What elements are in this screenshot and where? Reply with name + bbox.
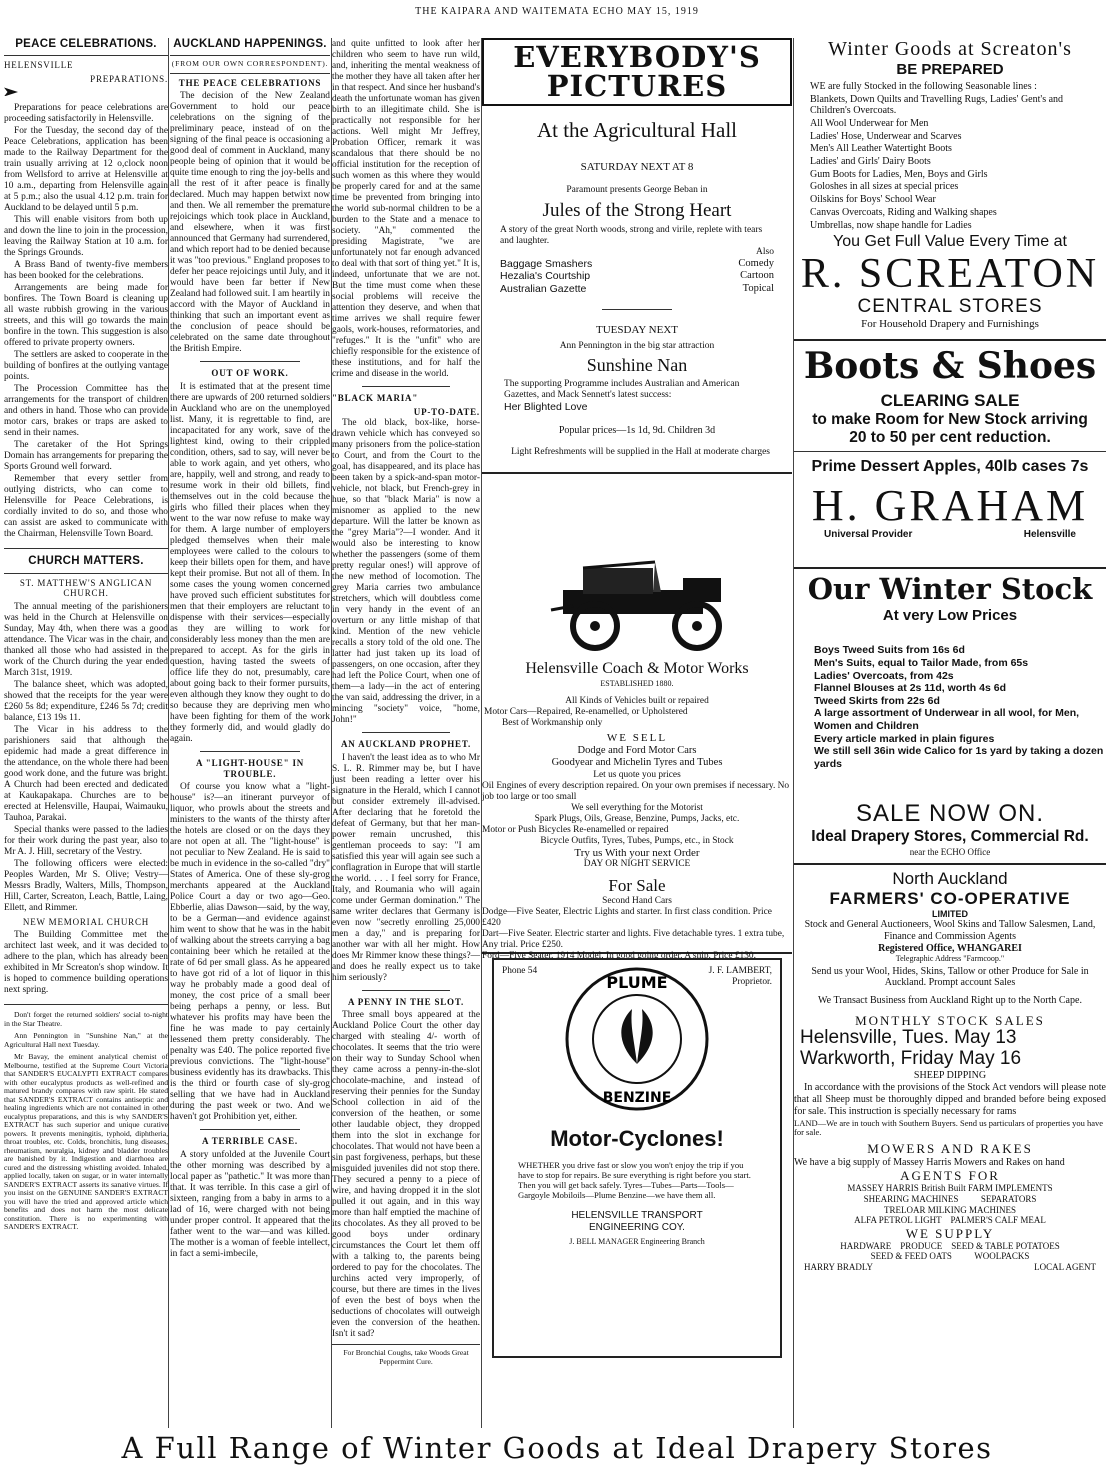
ad-line: We have a big supply of Massey Harris Mowers and Rakes on hand [794, 1156, 1065, 1168]
for-sale: For Sale [608, 876, 666, 896]
paragraph: and quite unfitted to look after her children who seem to have run wild, and, inheriting the mental weakness of the mother they have all taken after her in that respect. And since her husband's death the unfortunate woman has given birth to an illegitimate child. She is practically not responsible for her actions. Well might Mr Jeffrey, Probation Officer, remark it was scandalous that there should be no official institution for the reception of such women as this where they would be properly cared for and at the same time be prevented from bringing into the world sub-normal children to be a burden to the State and a menace to society. "Ah," commented the presiding Magistrate, "we are unfortunately not far enough advanced to deal with that sort of thing yet." It is, indeed, unfortunate that we are not. But the time must come when these social problems will receive the attention they deserve, and when that time arrives we shall require fewer gaols, work-houses, reformatories, and "refuges." It is the "unfit" who are chiefly responsible for the existence of these institutions, and for half the crime and disease in the world. [332, 39, 480, 379]
paragraph: The Building Committee met the architect last week, and it was decided to adhere to the plan, which has already been exhibited in Mr Screaton's shop window. It is hoped to commence building operations next spring. [4, 930, 168, 996]
dipping-title: SHEEP DIPPING [913, 1069, 987, 1081]
paragraph: Three small boys appeared at the Auckland Police Court the other day charged with stealing 4/- worth of chocolates. It seems that the trio were on their way to Sunday School when they came across a penny-in-the-slot chocolate-machine, and instead of reserving their pennies for the Sunday School collection in aid of the conversion of the heathen, or some other laudable object, they dropped them into the slot in exchange for chocolates. That would not have been a sin past forgiveness, perhaps, but these misguided juveniles did not stop there. They secured a penny to a piece of wire, and having dropped it in the slot pulled it out again, and in this way more than half emptied the machine of its chocolates. As they all proved to be good boys under ordinary circumstances the Court let them off with a talking to, the parents being ordered to pay for the chocolates. The urchins acted very improperly, of course, but there are times in the lives of even the best of boys when the seductions of chocolates will outweigh even the conversion of the heathen. Isn't it sad? [332, 1010, 480, 1340]
everybodys-pictures-ad [482, 38, 792, 468]
stock-item: Every article marked in plain figures [814, 732, 995, 745]
mowers-title: MOWERS AND RAKES [867, 1141, 1033, 1157]
feature-title: Sunshine Nan [586, 354, 688, 375]
store-name: H. GRAHAM [811, 481, 1089, 531]
feature-title: Jules of the Strong Heart [542, 199, 732, 221]
ad-line: Prime Dessert Apples, 40lb cases 7s [811, 458, 1089, 476]
peace-subhead: HELENSVILLE [4, 60, 74, 71]
paragraph: Special thanks were passed to the ladies for their work during the past year, also to Mr A. J. Hill, secretary of the Vestry. [4, 824, 168, 857]
peace-subhead: PREPARATIONS. [90, 73, 168, 84]
paragraph: The Vicar in his address to the parishioners said that although the epidemic had made a great difference in the attendance, on the whole there had been good work done, and the future was bright. A Church had been erected and dedicated at Kaukapakapa. Churches are to be erected at Helensville, Haupai, Waimauku, Tauhoa, Parakai. [4, 724, 168, 823]
ad-line: Ladies' and Girls' Dairy Boots [810, 156, 931, 168]
store-subtitle: CENTRAL STORES [857, 296, 1043, 317]
ad-line: We sell everything for the Motorist [571, 802, 703, 813]
town: Helensville [1023, 529, 1076, 541]
ad-title: FARMERS' CO-OPERATIVE [829, 888, 1071, 908]
section-title: A TERRIBLE CASE. [202, 1136, 298, 1147]
paragraph: For the Tuesday, the second day of the Peace Celebrations, application has been made to the Railway Department for the train usually arriving at 12 o,clock noon from Wellsford to arrive at Helensville at 10 a.m., departing from Helensville again at 5 p.m.; also the usual 4.12 p.m. train for Auckland to be delayed until 5 p.m. [4, 126, 168, 214]
car-listing: Dart—Five Seater. Electric starter and lights. Five detachable tyres. 1 extra tube, Any trial. Price £250. [482, 929, 785, 951]
company-name: ENGINEERING COY. [589, 1221, 685, 1233]
ad-line: SHEARING MACHINES SEPARATORS [863, 1194, 1037, 1204]
ad-line: Ladies' Hose, Underwear and Scarves [810, 130, 962, 142]
ad-line: All Wool Underwear for Men [810, 118, 929, 129]
ad-line: LAND—We are in touch with Southern Buyers. Send us particulars of properties you have for sale. [794, 1117, 1104, 1138]
bottom-banner: A Full Range of Winter Goods at Ideal Drapery Stores [121, 1431, 993, 1465]
ad-line: TRELOAR MILKING MACHINES [884, 1204, 1016, 1215]
pointing-hand-icon [4, 87, 168, 100]
ad-line: We Transact Business from Auckland Right up to the North Cape. [818, 995, 1082, 1007]
ad-line: Let us quote you prices [593, 769, 681, 780]
ad-line: Dodge and Ford Motor Cars [577, 744, 697, 756]
venue: At the Agricultural Hall [536, 118, 738, 142]
paragraph: In accordance with the provisions of the Stock Act vendors will please note that all Sheep must be thoroughly dipped and branded before being exposed for sale. This instruction is specially necessary for rams [794, 1082, 1106, 1117]
ad-line: Telegraphic Address "Farmcoop." [895, 954, 1005, 964]
star-line: Ann Pennington in the big star attraction [559, 340, 715, 351]
paragraph: The caretaker of the Hot Springs Domain has arrangements for preparing the Sports Ground well forward. [4, 440, 168, 473]
logo-text-bottom: BENZINE [602, 1090, 672, 1106]
ad-line: MASSEY HARRIS British Built FARM IMPLEMENTS [847, 1183, 1053, 1194]
supporting-programme: The supporting Programme includes Australian and American Gazettes, and Mack Sennett's latest success: [504, 378, 740, 401]
ad-line: DAY OR NIGHT SERVICE [583, 859, 691, 870]
screaton-ad [794, 38, 1106, 331]
stock-item: We still sell 36in wide Calico for 1s yard by taking a dozen yards [814, 745, 1104, 770]
presents-line: Paramount presents George Beban in [566, 185, 708, 196]
business-title: Helensville Coach & Motor Works [525, 660, 749, 677]
column-rule [168, 38, 169, 1428]
ad-line: Best of Workmanship only [502, 718, 603, 729]
column-4 [482, 38, 792, 1428]
section-title: THE PEACE CELEBRATIONS [178, 77, 322, 88]
ad-subtitle: CLEARING SALE [880, 391, 1020, 411]
ad-line: Blankets, Down Quilts and Travelling Rugs, Ladies' Gent's and Children's Overcoats. [810, 93, 1064, 117]
car-listing: Ford—Five Seater. 1914 Model. In good going order. A snip. Price £130. [482, 951, 756, 962]
motor-car-illustration [537, 544, 737, 654]
car-listing: Dodge—Five Seater, Electric Lights and starter. In first class condition. Price £420 [482, 907, 772, 929]
limited: LIMITED [932, 908, 968, 919]
ad-title: North Auckland [892, 869, 1008, 889]
notice: Don't forget the returned soldiers' social to-night in the Star Theatre. [4, 1010, 168, 1028]
column-5 [794, 38, 1106, 1428]
ad-title: Our Winter Stock [807, 571, 1093, 606]
ad-line: Registered Office, WHANGAREI [878, 942, 1022, 954]
sale-headline: SALE NOW ON. [855, 800, 1045, 828]
ad-line: ALFA PETROL LIGHT PALMER'S CALF MEAL [854, 1215, 1046, 1226]
paragraph: This will enable visitors from both up and down the line to join in the procession, leaving the Railway Station at 10 a.m. for the Springs Grounds. [4, 215, 168, 259]
showtime: SATURDAY NEXT AT 8 [580, 160, 694, 173]
ad-line: Umbrellas, now shape handle for Ladies [810, 219, 972, 231]
paragraph: I haven't the least idea as to who Mr S. L. R. Rimmer may be, but I have just been reading a letter over his signature in the Herald, which I cannot but consider extremely ill-advised. After declaring that he foretold the defeat of Germany, but that her man-power remain uncrushed, this gentleman proceeds to say: "I am satisfied this year will again see such a conflagration in Europe that will startle the world. . . . I feel sorry for France, Italy, and Roumania who will again come under German domination." The same writer declares that Germany is even now "secretly enrolling 25,000 men a day," and is preparing for another war with all her might. How does Mr Rimmer know these things?—and does he really expect us to take him seriously? [332, 752, 480, 983]
proprietor: Proprietor. [732, 977, 772, 988]
auckland-title: AUCKLAND HAPPENINGS. [173, 38, 327, 50]
paragraph: Remember that every settler from outlying districts, who can come to Helensville for Peace Celebrations, is cordially invited to do so, and those who can assist are asked to communicate with the Chairman, Helensville Town Board. [4, 474, 168, 540]
notice: Ann Pennington in "Sunshine Nan," at the Agricultural Hall next Tuesday. [4, 1031, 168, 1049]
supporting-list [482, 258, 792, 295]
winter-stock-ad [794, 573, 1106, 857]
also-label: Also [756, 246, 774, 257]
paragraph: The Procession Committee has the arrangements for the transport of children and others in hand. Those who can provide motor cars, brakes or traps are asked to send in their names. [4, 384, 168, 439]
ad-line: All Kinds of Vehicles built or repaired [565, 696, 709, 707]
paragraph: The annual meeting of the parishioners was held in the Church at Helensville on Sunday, May 4th, when there was a good attendance. The Vicar was in the chair, and thanked all those who had assisted in the work of the Church during the year ended March 31st, 1919. [4, 601, 168, 678]
owner: J. F. LAMBERT, [708, 966, 772, 977]
sales-title: MONTHLY STOCK SALES [855, 1012, 1045, 1028]
paragraph: It is estimated that at the present time there are upwards of 200 returned soldiers in Auckland who are on the unemployed list. Many, it is regrettable to find, are incapacitated for any work, save of the lightest kind, owing to their crippled condition, others, sad to say, will never be able to work again, and yet others, who are, happily, well and strong, and ready to resume work in their old billets, find themselves out in the cold because the girls who filled their places when they went to the war now refuse to make way for them. A large number of employers pledged themselves when their male employees were called to the colours to keep their billets open for them, and have kept their promise. But not all of them. In some cases the young women concerned have proved such efficient substitutes for men that their employers are reluctant to dispense with their services—especially as they are willing to work for considerably less money than the men are prepared to accept. As for the girls in question, having tasted the sweets of office life they do not, presumably, care about going back to their former pursuits, even although they know they ought to do so because they are depriving men who have been fighting for them of the work they formerly did, and would gladly do again. [170, 381, 330, 744]
masthead: THE KAIPARA AND WAITEMATA ECHO MAY 15, 1919 [415, 6, 699, 17]
section-title: UP-TO-DATE. [413, 406, 480, 417]
company-name: HELENSVILLE TRANSPORT [571, 1209, 703, 1221]
agent-label: LOCAL AGENT [1034, 1261, 1096, 1272]
plume-logo [562, 964, 712, 1114]
ad-title: Winter Goods at Screaton's [828, 38, 1072, 60]
paragraph: The decision of the New Zealand Government to hold our peace celebrations on the signing of the preliminary peace, instead of on the signing of the final peace is occasioning a good deal of comment in Auckland, many people being of opinion that it would be quite time enough to ring the joy-bells and all the rest of it after peace is finally declared. Much may happen betwixt now and then. We all remember the premature rejoicings which took place in Auckland, and elsewhere, when it was first announced that Germany had surrendered, and which report had to be denied because it was "too previous." England proposes to defer her peace rejoicings until July, and it would have been far better if New Zealand had followed suit. I am heartily in accord with the Mayor of Auckland in thinking that such an important event as the conclusion of peace should be celebrated on the same date throughout the British Empire. [170, 91, 330, 355]
ad-line: Spark Plugs, Oils, Grease, Benzine, Pumps, Jacks, etc. [534, 813, 740, 824]
ad-subtitle: BE PREPARED [896, 61, 1004, 79]
paragraph: Preparations for peace celebrations are proceeding satisfactorily in Helensville. [4, 103, 168, 125]
agents-title: AGENTS FOR [900, 1168, 1000, 1184]
ad-line: Motor Cars—Repaired, Re-enamelled, or Upholstered [484, 707, 688, 718]
column-3 [332, 38, 480, 1428]
paragraph: The balance sheet, which was adopted, showed that the receipts for the year were £260 5s 8d; expenditure, £246 5s 7d; credit balance, £13 19s 11. [4, 679, 168, 723]
we-sell: WE SELL [606, 732, 668, 745]
sale-date: Warkworth, Friday May 16 [800, 1047, 1022, 1069]
ad-line: 20 to 50 per cent reduction. [849, 429, 1051, 447]
ad-line: Oilskins for Boys' School Wear [810, 194, 936, 206]
logo-text-top: PLUME [606, 973, 668, 992]
tuesday-label: TUESDAY NEXT [596, 323, 678, 336]
church-subhead: ST. MATTHEW'S ANGLICAN CHURCH. [19, 577, 153, 599]
notice: For Bronchial Coughs, take Woods Great Peppermint Cure. [343, 1348, 469, 1366]
stock-item: Flannel Blouses at 2s 11d, worth 4s 6d [814, 682, 1006, 695]
peace-title: PEACE CELEBRATIONS. [15, 38, 157, 50]
ad-subtitle: At very Low Prices [882, 606, 1018, 624]
manager: J. BELL MANAGER Engineering Branch [569, 1237, 705, 1247]
program-item: Australian Gazette Topical [500, 282, 774, 295]
paragraph: The settlers are asked to cooperate in the building of bonfires at the outlying vantage points. [4, 350, 168, 383]
comedy-title: Her Blighted Love [504, 401, 588, 414]
ad-line: Motor or Push Bicycles Re-enamelled or repaired [482, 824, 669, 835]
farmers-coop-ad [794, 869, 1106, 1272]
stock-item: Tweed Skirts from 22s 6d [814, 694, 940, 707]
stock-item: A large assortment of Underwear in all wool, for Men, Women and Children [814, 707, 1080, 732]
section-title: A "LIGHT-HOUSE" IN TROUBLE. [195, 757, 305, 779]
stock-item: Men's Suits, equal to Tailor Made, from 65s [814, 656, 1029, 669]
column-2 [170, 38, 330, 1428]
ad-line: SEED & FEED OATS WOOLPACKS [870, 1251, 1030, 1262]
plume-body: WHETHER you drive fast or slow you won't enjoy the trip if you have to stop for repairs. Be sure everything is right before you start. Then you will get back safely. Tyres—Tubes—Parts—Tools—Gargoyle Mobiloils—Plume Benzine—we have them all. [518, 1159, 751, 1200]
paragraph: The old black, box-like, horse-drawn vehicle which has conveyed so many prisoners from the police-station to Court, and from the Court to the goal, has disappeared, and its place has been taken by a spick-and-span motor-vehicle, not black, but French-grey in hue, so that "black Maria" is now a misnomer as applied to the new departure. Will the latter be known as the "grey Maria"?—I wonder. And it would also be interesting to know whether the passengers (some of them pretty regular ones!) will approve of the new method of locomotion. The grey Maria carries two ambulance stretchers, which will doubtless come in very handy in the event of an overturn or any little mishap of that kind. Mention of the new vehicle recalls a story told of the old one. The latter had just taken up its load of passengers, on one occasion, after they had left the Police Court, when one of them—a lady—in the act of entering the van said, addressing the driver, in a mincing "society" voice, "home, John!" [332, 418, 480, 726]
phone: Phone 54 [502, 966, 538, 977]
paragraph: Of course you know what a "light-house" is?—an itinerant purveyor of liquor, who prowls about the streets and ministers to the wants of the thirsty after the hotels are closed or on the days they are not open at all. The "light-house" is not peculiar to New Zealand. He is said to be much in evidence in the so-called "dry" States of America. One of these sly-grog merchants appeared at the Auckland Police Court a day or two ago—Geo. Ebberlie, alias Dawson—said, by the way, to be a German—and evidence against him went to show that he was in the habit of walking about the streets carrying a bag containing beer which he retailed at the rate of 6d per small glass. As he appeared to have got rid of a lot of liquor in this way he probably made a good deal of money, the cost price of a small beer being perhaps a penny, or less. But whatever his profits may have been the fine he was made to pay certainly lessened them pretty considerably. The penalty was £40. The police reported five previous convictions. The "light-house" business evidently has its drawbacks. This is the third or fourth case of sly-grog selling that we have had in Auckland during the past week or two. And we haven't got Prohibition yet, either. [170, 782, 330, 1123]
ad-line: HARDWARE PRODUCE SEED & TABLE POTATOES [840, 1240, 1060, 1251]
prices: Popular prices—1s 1d, 9d. Children 3d [558, 425, 716, 437]
paragraph: A Brass Band of twenty-five members has been booked for the celebrations. [4, 260, 168, 282]
second-hand: Second Hand Cars [602, 896, 672, 907]
program-item: Baggage Smashers Comedy [500, 258, 774, 271]
section-title: OUT OF WORK. [211, 368, 289, 379]
ad-line: Bicycle Outfits, Tyres, Tubes, Pumps, etc., in Stock [540, 835, 734, 846]
section-title: AN AUCKLAND PROPHET. [340, 739, 472, 750]
store-tagline: For Household Drapery and Furnishings [861, 318, 1039, 331]
ad-title: EVERYBODY'S PICTURES [482, 38, 792, 106]
paragraph: Arrangements are being made for bonfires. The Town Board is cleaning up all waste rubbish growing in the various streets, and this will go towards the main bonfire in the town. This suggestion is also offered to private property owners. [4, 283, 168, 349]
paragraph: The following officers were elected: Peoples Warden, Mr S. Olive; Vestry—Messrs Bradly, Walters, Mills, Thompson, Hill, Carter, Screaton, Leach, Battle, Laing, Ellett, and Rimmer. [4, 858, 168, 913]
section-title: A PENNY IN THE SLOT. [347, 996, 465, 1007]
provider: Universal Provider [824, 529, 913, 541]
ad-line: Gum Boots for Ladies, Men, Boys and Girls [810, 168, 988, 180]
ad-line: WE are fully Stocked in the following Seasonable lines : [810, 80, 1037, 92]
store-line: Ideal Drapery Stores, Commercial Rd. [811, 828, 1089, 846]
peace-article [4, 103, 168, 540]
plume-headline: Motor-Cyclones! [550, 1126, 724, 1151]
church-title: CHURCH MATTERS. [28, 555, 144, 568]
stock-item: Ladies' Overcoats, from 42s [814, 669, 954, 682]
graham-ad [794, 345, 1106, 541]
established: ESTABLISHED 1880. [600, 678, 674, 688]
ad-line: Canvas Overcoats, Riding and Walking shapes [810, 206, 997, 218]
ad-line: Goodyear and Michelin Tyres and Tubes [551, 757, 723, 769]
correspondent-line: (FROM OUR OWN CORRESPONDENT). [171, 59, 329, 69]
ad-line: Oil Engines of every description repaired. On your own premises if necessary. No job too large or too small [482, 780, 790, 802]
ad-line: Goloshes in all sizes at special prices [810, 181, 959, 193]
memorial-subhead: NEW MEMORIAL CHURCH [22, 916, 150, 927]
ad-line: Send us your Wool, Hides, Skins, Tallow or other Produce for Sale in Auckland. Prompt account Sales [811, 965, 1089, 989]
near-line: near the ECHO Office [909, 846, 991, 857]
feature-description: A story of the great North woods, strong and virile, replete with tears and laughter. [500, 224, 763, 246]
ad-line: to make Room for New Stock arriving [812, 411, 1088, 429]
refreshments: Light Refreshments will be supplied in the Hall at moderate charges [511, 447, 770, 458]
store-name: R. SCREATON [800, 250, 1100, 297]
plume-benzine-ad [492, 958, 782, 1358]
ad-line: Try us With your next Order [574, 846, 700, 859]
program-item: Hezalia's Courtship Cartoon [500, 270, 774, 283]
ad-line: Men's All Leather Watertight Boots [810, 143, 952, 155]
agent-name: HARRY BRADLY [804, 1261, 874, 1272]
section-title: "BLACK MARIA" [332, 393, 419, 403]
sanders-advert: Mr Bavay, the eminent analytical chemist of Melbourne, testified at the Supreme Court Victoria that SANDER'S EUCALYPTI EXTRACT compares with other eucalyptus products as well-refined and matured brandy compares with raw spirit. He stated that SANDER'S EXTRACT contains antiseptic and healing ingredients which are not contained in other eucalyptus preparations, and this is why SANDER'S EXTRACT has such superior and unique curative powers. It prevents meningitis, typhoid, diphtheria, throat troubles, etc. Colds, bronchitis, lung diseases, rheumatism, neuralgia, kidney and bladder troubles are banished by it. Indigestion and diarrhoea are cured and the distressing whistling avoided. Inhaled, applied locally, taken on sugar, or in water internally SANDER'S EXTRACT asserts its sanative virtues. If you insist on the GENUINE SANDER'S EXTRACT you will have the tried and approved article which benefits and does not harm the most delicate constitution. There is no experimenting with SANDER'S EXTRACT. [4, 1052, 168, 1232]
supply-title: WE SUPPLY [905, 1225, 995, 1241]
ad-line: Stock and General Auctioneers, Wool Skins and Tallow Salesmen, Land, Finance and Commission Agents [804, 919, 1096, 942]
stock-item: Boys Tweed Suits from 16s 6d [814, 644, 965, 657]
ad-title: Boots & Shoes [803, 345, 1097, 388]
sale-date: Helensville, Tues. May 13 [800, 1026, 1017, 1048]
value-line: You Get Full Value Every Time at [833, 233, 1067, 251]
column-1 [4, 38, 168, 1428]
paragraph: A story unfolded at the Juvenile Court the other morning was described by a local paper as "pathetic." It was more than that. It was terrible. In this case a girl of sixteen, ranging from a baby in arms to a lad of 16, were charged with not being under proper control. It appeared that the father went to the war—and was killed. The mother is a woman of feeble intellect, in fact a semi-imbecile, [170, 1149, 330, 1259]
